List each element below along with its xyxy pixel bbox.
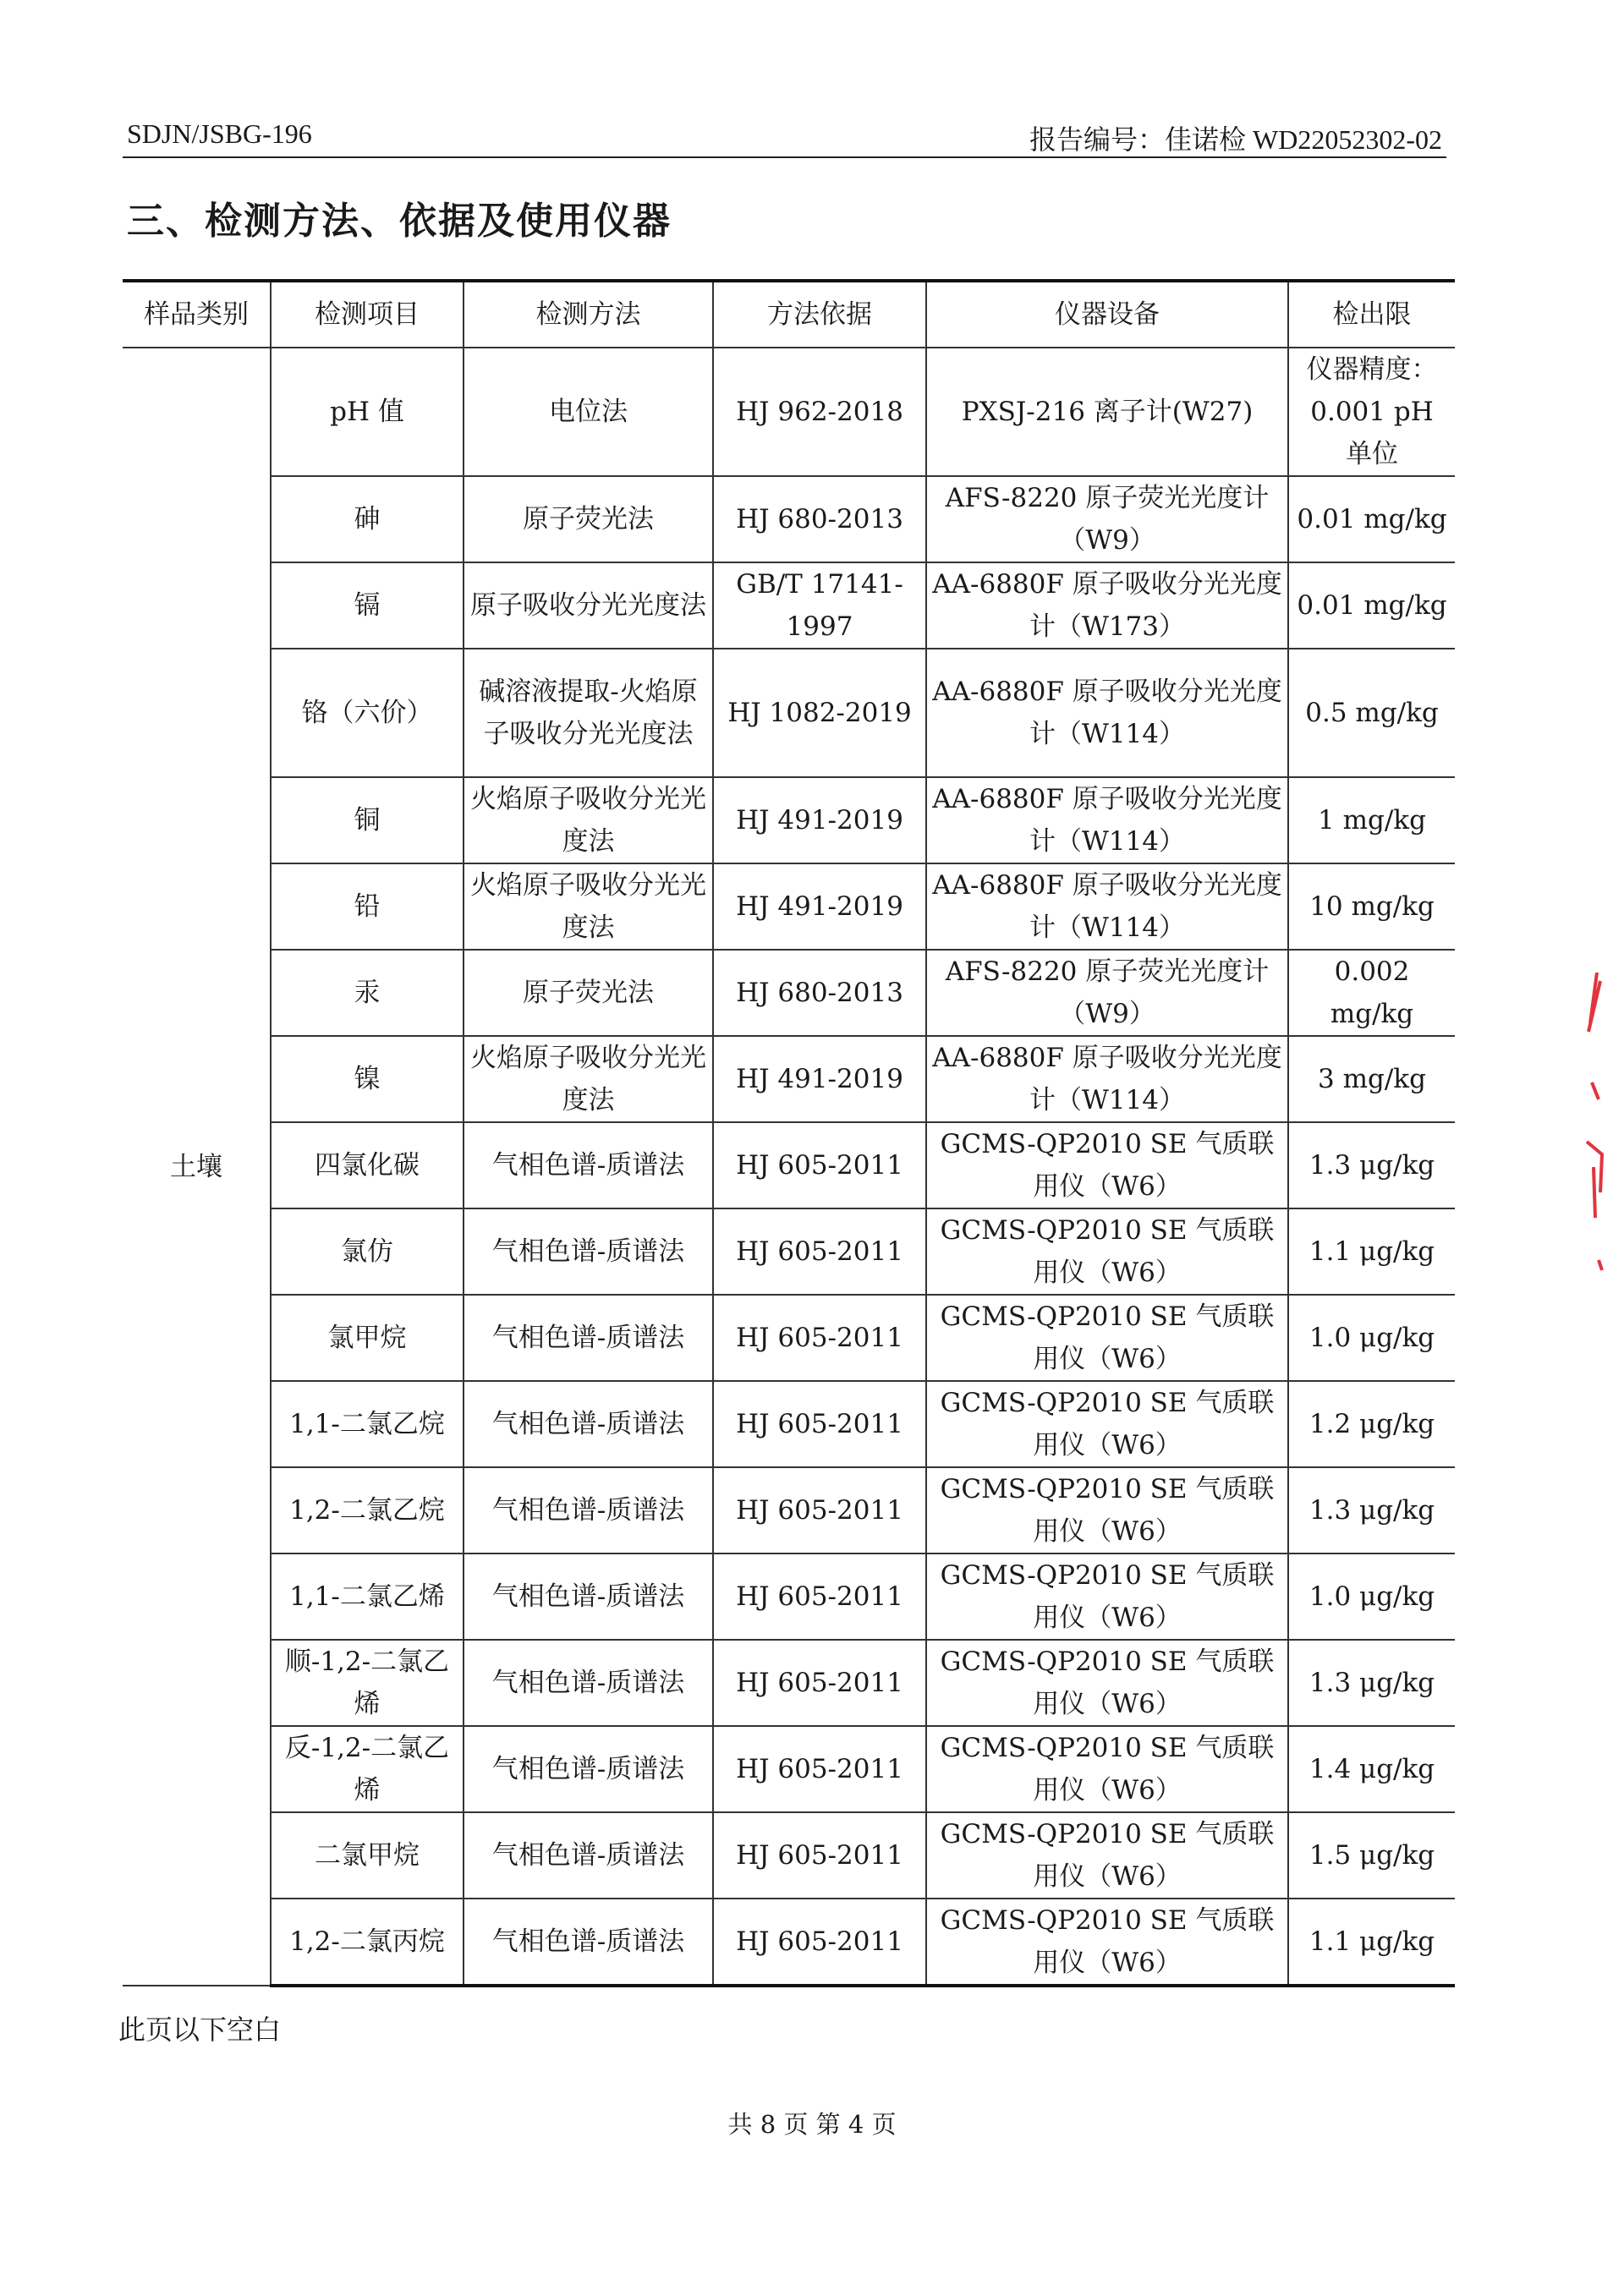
column-header: 仪器设备 [926,281,1288,348]
table-row [123,562,1455,649]
instrument: GCMS-QP2010 SE 气质联用仪（W6） [926,1208,1288,1295]
test-method: 原子荧光法 [464,950,713,1036]
table-row [123,1553,1455,1640]
method-basis: HJ 962-2018 [713,348,926,476]
test-method: 碱溶液提取-火焰原子吸收分光光度法 [464,649,713,777]
method-basis: HJ 605-2011 [713,1899,926,1986]
detection-limit: 0.01 mg/kg [1288,476,1455,562]
instrument: GCMS-QP2010 SE 气质联用仪（W6） [926,1295,1288,1381]
test-item: 二氯甲烷 [271,1812,464,1899]
column-header: 检测项目 [271,281,464,348]
detection-limit: 1.0 μg/kg [1288,1553,1455,1640]
page-number: 共 8 页 第 4 页 [727,2110,897,2139]
test-item: 镍 [271,1036,464,1122]
test-method: 原子吸收分光光度法 [464,562,713,649]
test-method: 气相色谱-质谱法 [464,1812,713,1899]
table-row [123,348,1455,476]
table-row [123,1295,1455,1381]
test-item: 1,2-二氯乙烷 [271,1467,464,1553]
test-method: 火焰原子吸收分光光度法 [464,1036,713,1122]
table-row [123,1036,1455,1122]
test-method: 原子荧光法 [464,476,713,562]
instrument: AA-6880F 原子吸收分光光度计（W114） [926,777,1288,863]
test-method: 电位法 [464,348,713,476]
detection-limit: 仪器精度：0.001 pH 单位 [1288,348,1455,476]
table-row [123,1208,1455,1295]
instrument: GCMS-QP2010 SE 气质联用仪（W6） [926,1122,1288,1208]
detection-limit: 3 mg/kg [1288,1036,1455,1122]
seal-stroke [1587,1142,1602,1218]
seal-stroke [1592,1082,1599,1099]
method-basis: HJ 605-2011 [713,1640,926,1726]
instrument: AA-6880F 原子吸收分光光度计（W114） [926,1036,1288,1122]
method-basis: GB/T 17141-1997 [713,562,926,649]
test-item: 铬（六价） [271,649,464,777]
test-item: 砷 [271,476,464,562]
table-row [123,1467,1455,1553]
table-row [123,1381,1455,1467]
test-method: 气相色谱-质谱法 [464,1295,713,1381]
table-row [123,777,1455,863]
instrument: AFS-8220 原子荧光光度计（W9） [926,950,1288,1036]
instrument: AA-6880F 原子吸收分光光度计（W114） [926,863,1288,950]
method-basis: HJ 680-2013 [713,476,926,562]
test-item: 汞 [271,950,464,1036]
instrument: GCMS-QP2010 SE 气质联用仪（W6） [926,1812,1288,1899]
section-title: 三、检测方法、依据及使用仪器 [127,200,672,243]
instrument: GCMS-QP2010 SE 气质联用仪（W6） [926,1381,1288,1467]
detection-limit: 1 mg/kg [1288,777,1455,863]
sample-category: 土壤 [123,348,271,1986]
detection-limit: 1.5 μg/kg [1288,1812,1455,1899]
test-item: 镉 [271,562,464,649]
test-item: 四氯化碳 [271,1122,464,1208]
table-row [123,649,1455,777]
instrument: AFS-8220 原子荧光光度计（W9） [926,476,1288,562]
test-item: 氯仿 [271,1208,464,1295]
test-method: 气相色谱-质谱法 [464,1122,713,1208]
test-method: 火焰原子吸收分光光度法 [464,777,713,863]
test-item: 1,1-二氯乙烯 [271,1553,464,1640]
table-row [123,1640,1455,1726]
table-row [123,476,1455,562]
test-method: 气相色谱-质谱法 [464,1381,713,1467]
detection-limit: 1.1 μg/kg [1288,1208,1455,1295]
test-method: 气相色谱-质谱法 [464,1553,713,1640]
report-number: 报告编号：佳诺检 WD22052302-02 [1029,124,1442,155]
table-row [123,1812,1455,1899]
test-item: 氯甲烷 [271,1295,464,1381]
document-code: SDJN/JSBG-196 [127,118,312,149]
header-divider [123,156,1446,158]
table-header-row [123,281,1455,348]
detection-limit: 1.3 μg/kg [1288,1467,1455,1553]
method-basis: HJ 1082-2019 [713,649,926,777]
instrument: AA-6880F 原子吸收分光光度计（W114） [926,649,1288,777]
detection-limit: 0.5 mg/kg [1288,649,1455,777]
method-basis: HJ 605-2011 [713,1726,926,1812]
method-basis: HJ 605-2011 [713,1381,926,1467]
test-method: 气相色谱-质谱法 [464,1899,713,1986]
column-header: 样品类别 [123,281,271,348]
method-basis: HJ 605-2011 [713,1208,926,1295]
table-body [123,348,1455,1986]
test-method: 气相色谱-质谱法 [464,1208,713,1295]
seal-stamp-fragment [1582,973,1607,1294]
instrument: GCMS-QP2010 SE 气质联用仪（W6） [926,1553,1288,1640]
method-basis: HJ 605-2011 [713,1553,926,1640]
method-basis: HJ 491-2019 [713,863,926,950]
detection-limit: 1.3 μg/kg [1288,1122,1455,1208]
method-basis: HJ 605-2011 [713,1467,926,1553]
test-item: 铜 [271,777,464,863]
method-basis: HJ 491-2019 [713,1036,926,1122]
detection-limit: 1.1 μg/kg [1288,1899,1455,1986]
detection-limit: 10 mg/kg [1288,863,1455,950]
detection-limit: 0.01 mg/kg [1288,562,1455,649]
instrument: GCMS-QP2010 SE 气质联用仪（W6） [926,1726,1288,1812]
table-row [123,1899,1455,1986]
table-row [123,1726,1455,1812]
method-basis: HJ 491-2019 [713,777,926,863]
detection-limit: 1.2 μg/kg [1288,1381,1455,1467]
test-method: 火焰原子吸收分光光度法 [464,863,713,950]
table-row [123,863,1455,950]
method-basis: HJ 605-2011 [713,1812,926,1899]
instrument: GCMS-QP2010 SE 气质联用仪（W6） [926,1640,1288,1726]
method-basis: HJ 605-2011 [713,1295,926,1381]
detection-limit: 1.0 μg/kg [1288,1295,1455,1381]
column-header: 方法依据 [713,281,926,348]
blank-below-note: 此页以下空白 [118,2014,282,2046]
instrument: GCMS-QP2010 SE 气质联用仪（W6） [926,1899,1288,1986]
detection-limit: 0.002 mg/kg [1288,950,1455,1036]
seal-stroke [1588,973,1600,1032]
table-row [123,1122,1455,1208]
test-method: 气相色谱-质谱法 [464,1726,713,1812]
detection-limit: 1.3 μg/kg [1288,1640,1455,1726]
test-method: 气相色谱-质谱法 [464,1467,713,1553]
test-item: 顺-1,2-二氯乙烯 [271,1640,464,1726]
methods-table [123,279,1455,1987]
instrument: PXSJ-216 离子计(W27) [926,348,1288,476]
instrument: AA-6880F 原子吸收分光光度计（W173） [926,562,1288,649]
test-item: 反-1,2-二氯乙烯 [271,1726,464,1812]
method-basis: HJ 680-2013 [713,950,926,1036]
test-item: 1,2-二氯丙烷 [271,1899,464,1986]
detection-limit: 1.4 μg/kg [1288,1726,1455,1812]
test-item: 1,1-二氯乙烷 [271,1381,464,1467]
test-item: 铅 [271,863,464,950]
test-method: 气相色谱-质谱法 [464,1640,713,1726]
table-row [123,950,1455,1036]
test-item: pH 值 [271,348,464,476]
method-basis: HJ 605-2011 [713,1122,926,1208]
column-header: 检出限 [1288,281,1455,348]
instrument: GCMS-QP2010 SE 气质联用仪（W6） [926,1467,1288,1553]
column-header: 检测方法 [464,281,713,348]
seal-stroke [1599,1260,1602,1270]
